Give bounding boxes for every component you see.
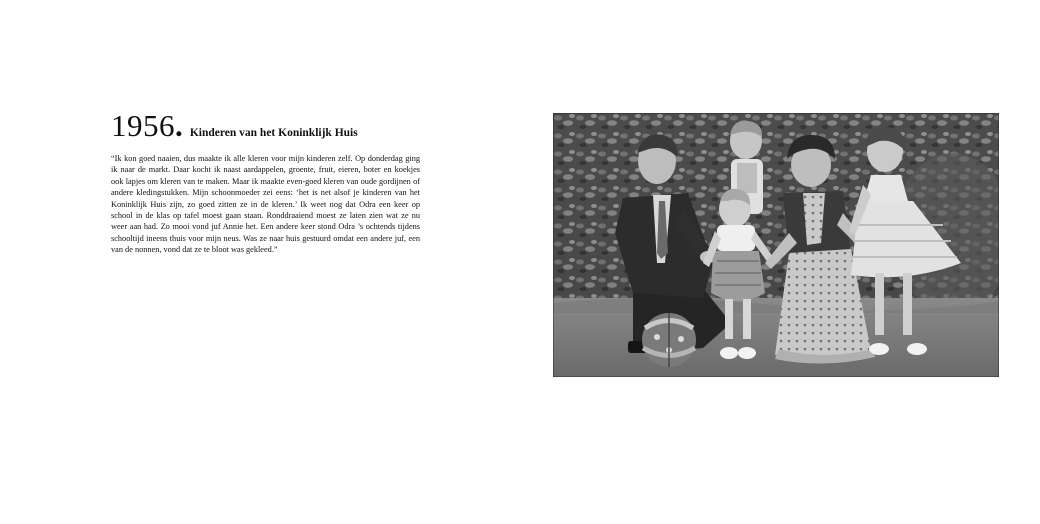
story-paragraph: “Ik kon goed naaien, dus maakte ik alle kleren voor mijn kinderen zelf. Op donderdag ging ik naar de markt. Daar kocht ik naast aardappelen, groente, fruit, eieren, boter en koekjes ook lapjes om kleren van te maken. Maar ik maakte even-goed kleren van oude gordijnen of andere kledingstukken. Mijn schoonmoeder zei eens: ‘het is net alsof je kinderen van het Koninklijk Huis zijn, zo goed zitten ze in de kleren.’ Ik weet nog dat Odra een keer op school in de klas op tafel moest gaan staan. Ronddraaiend moest ze laten zien wat ze nu weer aan had. Zo mooi vond juf Annie het. Een andere keer stond Odra ’s ochtends tijdens schooltijd ineens thuis voor mijn neus. Was ze naar huis gestuurd omdat een andere juf, een van de nonnen, vond dat ze te bloot was gekleed.”	[111, 154, 420, 255]
heading-dot: .	[175, 108, 183, 143]
beach-ball	[642, 313, 696, 367]
heading-title: Kinderen van het Koninklijk Huis	[189, 127, 358, 139]
heading-year: 1956	[111, 108, 175, 143]
page-heading	[111, 108, 441, 144]
family-photo-illustration	[553, 113, 999, 377]
family-photo	[553, 113, 999, 377]
